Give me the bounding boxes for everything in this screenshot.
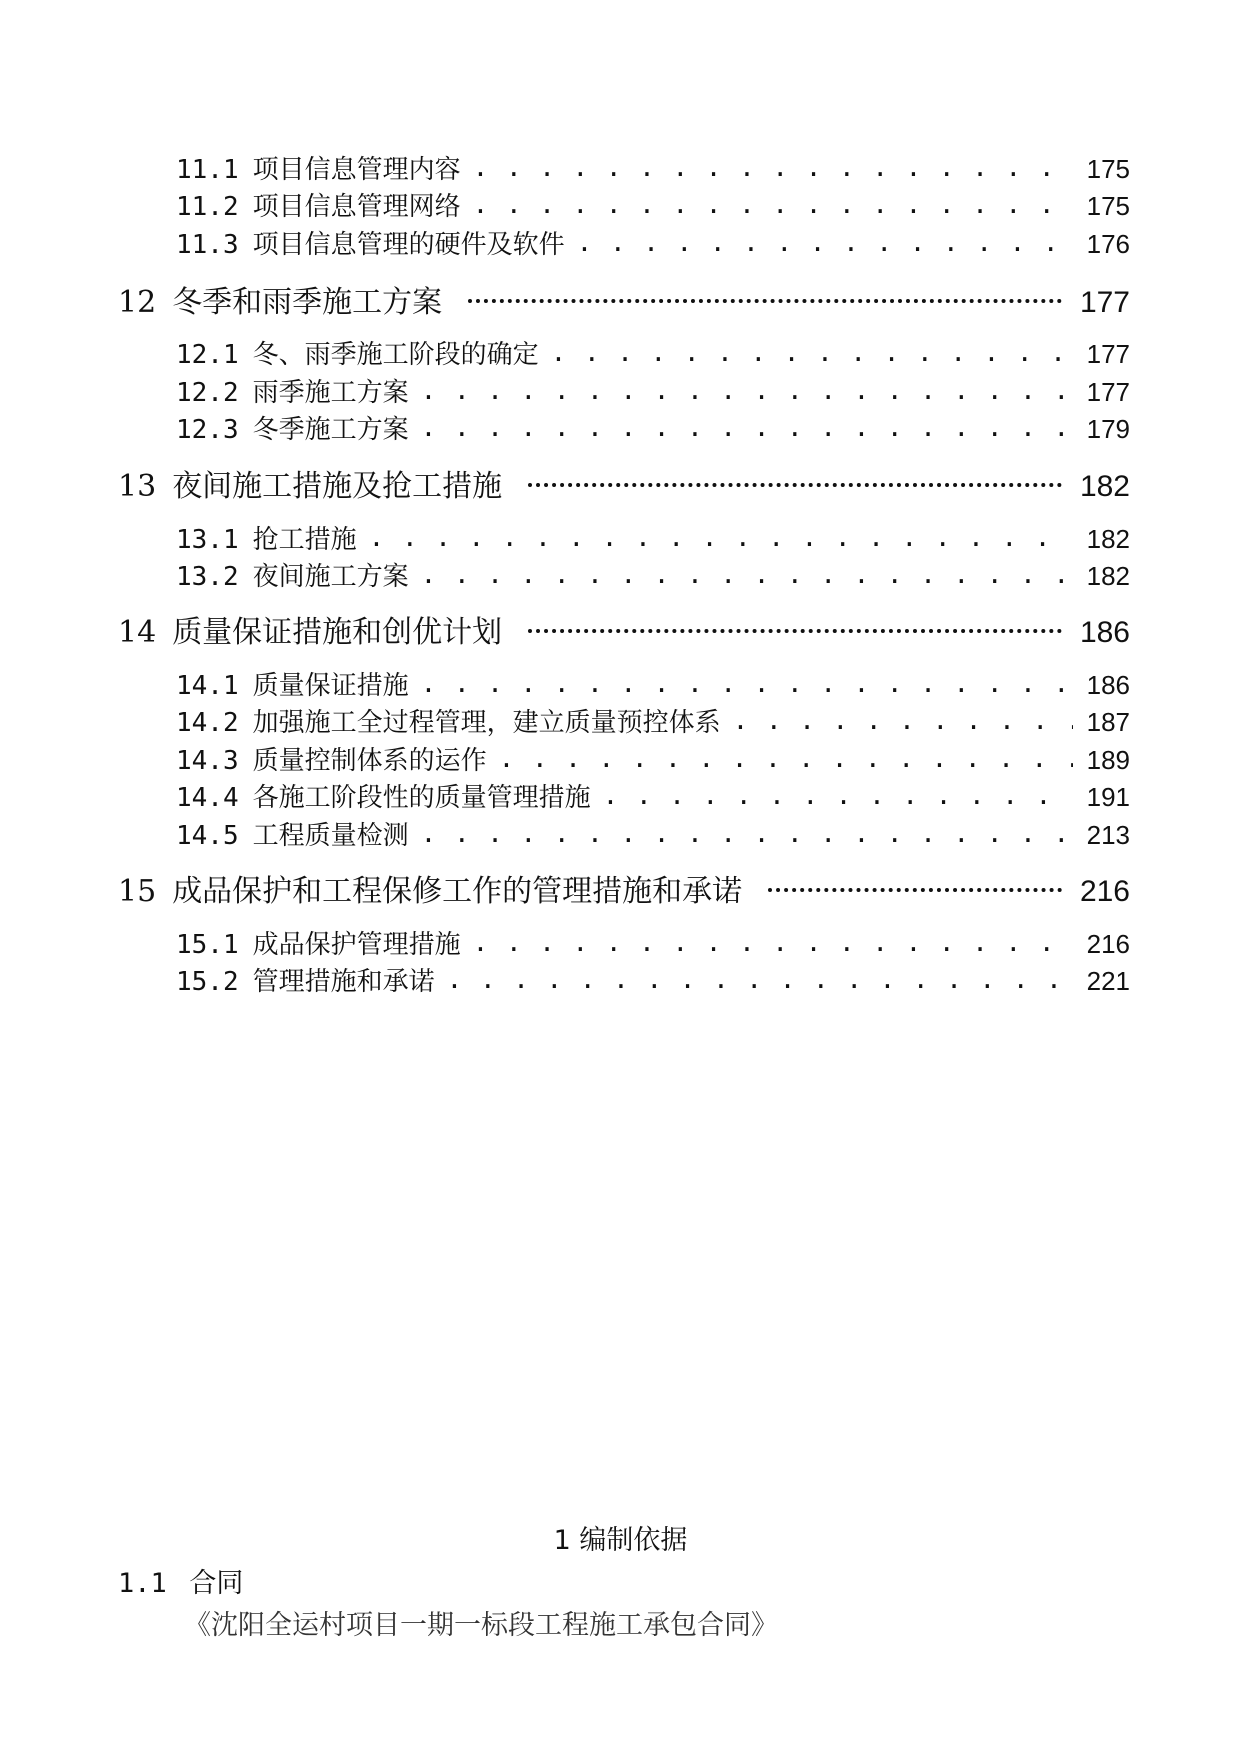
toc-dot-leader (421, 376, 1073, 406)
toc-entry-number: 12.3 (176, 415, 239, 445)
toc-entry-15-1[interactable] (176, 924, 1130, 961)
toc-dot-leader (577, 228, 1073, 258)
toc-entry-title: 项目信息管理网络 (252, 192, 461, 222)
toc-page-number: 187 (1086, 707, 1130, 737)
toc-chapter-number: 14 (118, 615, 157, 650)
toc-entry-title: 各施工阶段性的质量管理措施 (252, 783, 591, 813)
toc-dot-leader (421, 819, 1073, 849)
toc-page-number: 175 (1086, 191, 1130, 221)
toc-entry-number: 11.1 (176, 155, 239, 185)
toc-entry-number: 15.1 (176, 930, 239, 960)
toc-entry-title: 项目信息管理内容 (252, 155, 461, 185)
toc-chapter-12[interactable] (118, 277, 1130, 321)
subsection-title: 合同 (189, 1568, 244, 1599)
toc-dot-leader (468, 299, 1062, 303)
toc-entry-title: 冬、雨季施工阶段的确定 (252, 340, 539, 370)
toc-chapter-title: 质量保证措施和创优计划 (172, 615, 503, 650)
toc-entry-12-1[interactable] (176, 334, 1130, 371)
toc-page-number: 182 (1086, 561, 1130, 591)
section-heading: 1 编制依据 (553, 1525, 688, 1556)
toc-chapter-title: 夜间施工措施及抢工措施 (172, 469, 503, 504)
toc-dot-leader (528, 483, 1062, 487)
toc-entry-title: 夜间施工方案 (252, 562, 409, 592)
toc-entry-14-5[interactable] (176, 815, 1130, 852)
toc-page-number: 177 (1086, 377, 1130, 407)
toc-entry-number: 11.2 (176, 192, 239, 222)
toc-chapter-15[interactable] (118, 866, 1130, 910)
toc-page-number: 216 (1079, 875, 1130, 908)
toc-entry-11-2[interactable] (176, 186, 1130, 223)
toc-dot-leader (733, 706, 1073, 736)
toc-entry-13-1[interactable] (176, 519, 1130, 556)
toc-chapter-number: 12 (118, 285, 157, 320)
toc-chapter-number: 13 (118, 469, 157, 504)
toc-dot-leader (528, 629, 1062, 633)
toc-page-number: 216 (1086, 929, 1130, 959)
toc-page-number: 221 (1086, 966, 1130, 996)
toc-entry-12-3[interactable] (176, 409, 1130, 446)
toc-entry-number: 13.2 (176, 562, 239, 592)
toc-page-number: 213 (1086, 820, 1130, 850)
toc-entry-number: 15.2 (176, 967, 239, 997)
toc-entry-number: 14.1 (176, 671, 239, 701)
toc-page-number: 186 (1086, 670, 1130, 700)
toc-chapter-title: 冬季和雨季施工方案 (172, 285, 443, 320)
toc-entry-title: 质量保证措施 (252, 671, 409, 701)
toc-page-number: 179 (1086, 414, 1130, 444)
toc-entry-number: 14.3 (176, 746, 239, 776)
toc-page-number: 175 (1086, 154, 1130, 184)
toc-entry-13-2[interactable] (176, 556, 1130, 593)
toc-entry-number: 11.3 (176, 230, 239, 260)
toc-entry-number: 14.4 (176, 783, 239, 813)
toc-dot-leader (473, 153, 1073, 183)
toc-dot-leader (421, 413, 1073, 443)
toc-chapter-number: 15 (118, 874, 157, 909)
toc-entry-title: 项目信息管理的硬件及软件 (252, 230, 565, 260)
toc-entry-11-3[interactable] (176, 224, 1130, 261)
contract-title-text: 《沈阳全运村项目一期一标段工程施工承包合同》 (184, 1610, 778, 1641)
toc-entry-number: 13.1 (176, 525, 239, 555)
toc-entry-title: 加强施工全过程管理，建立质量预控体系 (252, 708, 721, 738)
toc-page-number: 191 (1086, 782, 1130, 812)
toc-dot-leader (421, 560, 1073, 590)
subsection-heading (118, 1561, 243, 1600)
toc-page-number: 177 (1086, 339, 1130, 369)
toc-page-number: 176 (1086, 229, 1130, 259)
toc-entry-title: 雨季施工方案 (252, 378, 409, 408)
toc-dot-leader (473, 190, 1073, 220)
toc-page-number: 182 (1086, 524, 1130, 554)
toc-chapter-13[interactable] (118, 461, 1130, 505)
toc-entry-12-2[interactable] (176, 372, 1130, 409)
toc-entry-number: 14.5 (176, 821, 239, 851)
toc-entry-title: 成品保护管理措施 (252, 930, 461, 960)
toc-entry-title: 工程质量检测 (252, 821, 409, 851)
toc-entry-title: 冬季施工方案 (252, 415, 409, 445)
toc-dot-leader (473, 928, 1073, 958)
toc-entry-15-2[interactable] (176, 961, 1130, 998)
toc-entry-14-2[interactable] (176, 702, 1130, 739)
toc-page-number: 177 (1079, 286, 1130, 319)
toc-chapter-title: 成品保护和工程保修工作的管理措施和承诺 (172, 874, 743, 909)
toc-dot-leader (551, 338, 1073, 368)
toc-page-number: 186 (1079, 616, 1130, 649)
toc-entry-number: 12.2 (176, 378, 239, 408)
toc-dot-leader (369, 523, 1073, 553)
toc-dot-leader (421, 669, 1073, 699)
toc-entry-14-4[interactable] (176, 777, 1130, 814)
toc-entry-14-1[interactable] (176, 665, 1130, 702)
toc-entry-number: 14.2 (176, 708, 239, 738)
toc-entry-14-3[interactable] (176, 740, 1130, 777)
toc-page-number: 189 (1086, 745, 1130, 775)
toc-dot-leader (768, 888, 1062, 892)
toc-entry-number: 12.1 (176, 340, 239, 370)
toc-entry-title: 管理措施和承诺 (252, 967, 435, 997)
toc-chapter-14[interactable] (118, 607, 1130, 651)
toc-dot-leader (499, 744, 1073, 774)
toc-dot-leader (603, 781, 1073, 811)
toc-dot-leader (447, 965, 1073, 995)
toc-entry-title: 抢工措施 (252, 525, 357, 555)
toc-page-number: 182 (1079, 470, 1130, 503)
toc-entry-title: 质量控制体系的运作 (252, 746, 487, 776)
toc-entry-11-1[interactable] (176, 149, 1130, 186)
subsection-number: 1.1 (118, 1568, 167, 1599)
